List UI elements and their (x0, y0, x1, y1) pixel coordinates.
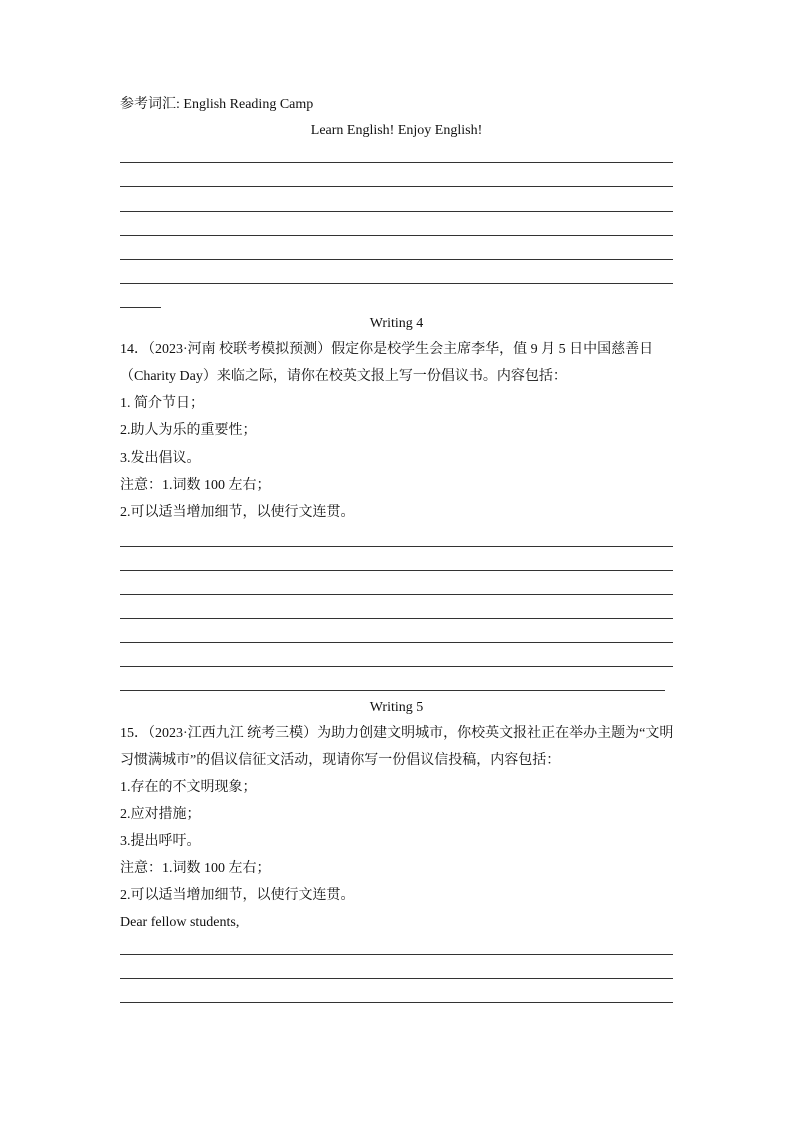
writing-5-note: 2.可以适当增加细节，以使行文连贯。 (120, 888, 355, 903)
answer-line (120, 978, 673, 979)
writing-4-item: 3.发出倡议。 (120, 451, 201, 466)
answer-line (120, 546, 673, 547)
answer-line (120, 570, 673, 571)
answer-line (120, 954, 673, 955)
writing-4-note: 2.可以适当增加细节，以使行文连贯。 (120, 505, 355, 520)
writing-5-heading: Writing 5 (369, 700, 424, 715)
answer-line (120, 162, 673, 163)
writing-4-prompt-line-1: 14．（2023·河南 校联考模拟预测）假定你是校学生会主席李华，值 9 月 5 日中国慈善日 (120, 342, 654, 357)
answer-line (120, 690, 665, 691)
writing-4-item: 2.助人为乐的重要性； (120, 423, 257, 438)
answer-line (120, 211, 673, 212)
writing-5-item: 2.应对措施； (120, 807, 201, 822)
writing-5-item: 3.提出呼吁。 (120, 834, 201, 849)
answer-line (120, 642, 673, 643)
answer-line (120, 666, 673, 667)
writing-4-prompt-line-2: （Charity Day）来临之际，请你在校英文报上写一份倡议书。内容包括： (120, 369, 567, 384)
writing-5-note: 注意：1.词数 100 左右； (120, 861, 271, 876)
writing-5-prompt-line-2: 习惯满城市”的倡议信征文活动，现请你写一份倡议信投稿，内容包括： (120, 753, 561, 768)
answer-line-short (120, 307, 161, 308)
answer-line (120, 186, 673, 187)
slogan-line: Learn English! Enjoy English! (310, 123, 483, 138)
answer-line (120, 259, 673, 260)
answer-line (120, 235, 673, 236)
writing-4-note: 注意：1.词数 100 左右； (120, 478, 271, 493)
writing-4-heading: Writing 4 (369, 316, 424, 331)
answer-line (120, 1002, 673, 1003)
writing-4-item: 1. 简介节日； (120, 396, 204, 411)
reference-vocabulary: 参考词汇: English Reading Camp (120, 97, 314, 112)
answer-line (120, 618, 673, 619)
writing-5-prompt-line-1: 15．（2023·江西九江 统考三模）为助力创建文明城市，你校英文报社正在举办主题为“文明 (120, 726, 674, 741)
answer-line (120, 594, 673, 595)
answer-line (120, 283, 673, 284)
letter-greeting: Dear fellow students, (120, 915, 240, 930)
writing-5-item: 1.存在的不文明现象； (120, 780, 257, 795)
